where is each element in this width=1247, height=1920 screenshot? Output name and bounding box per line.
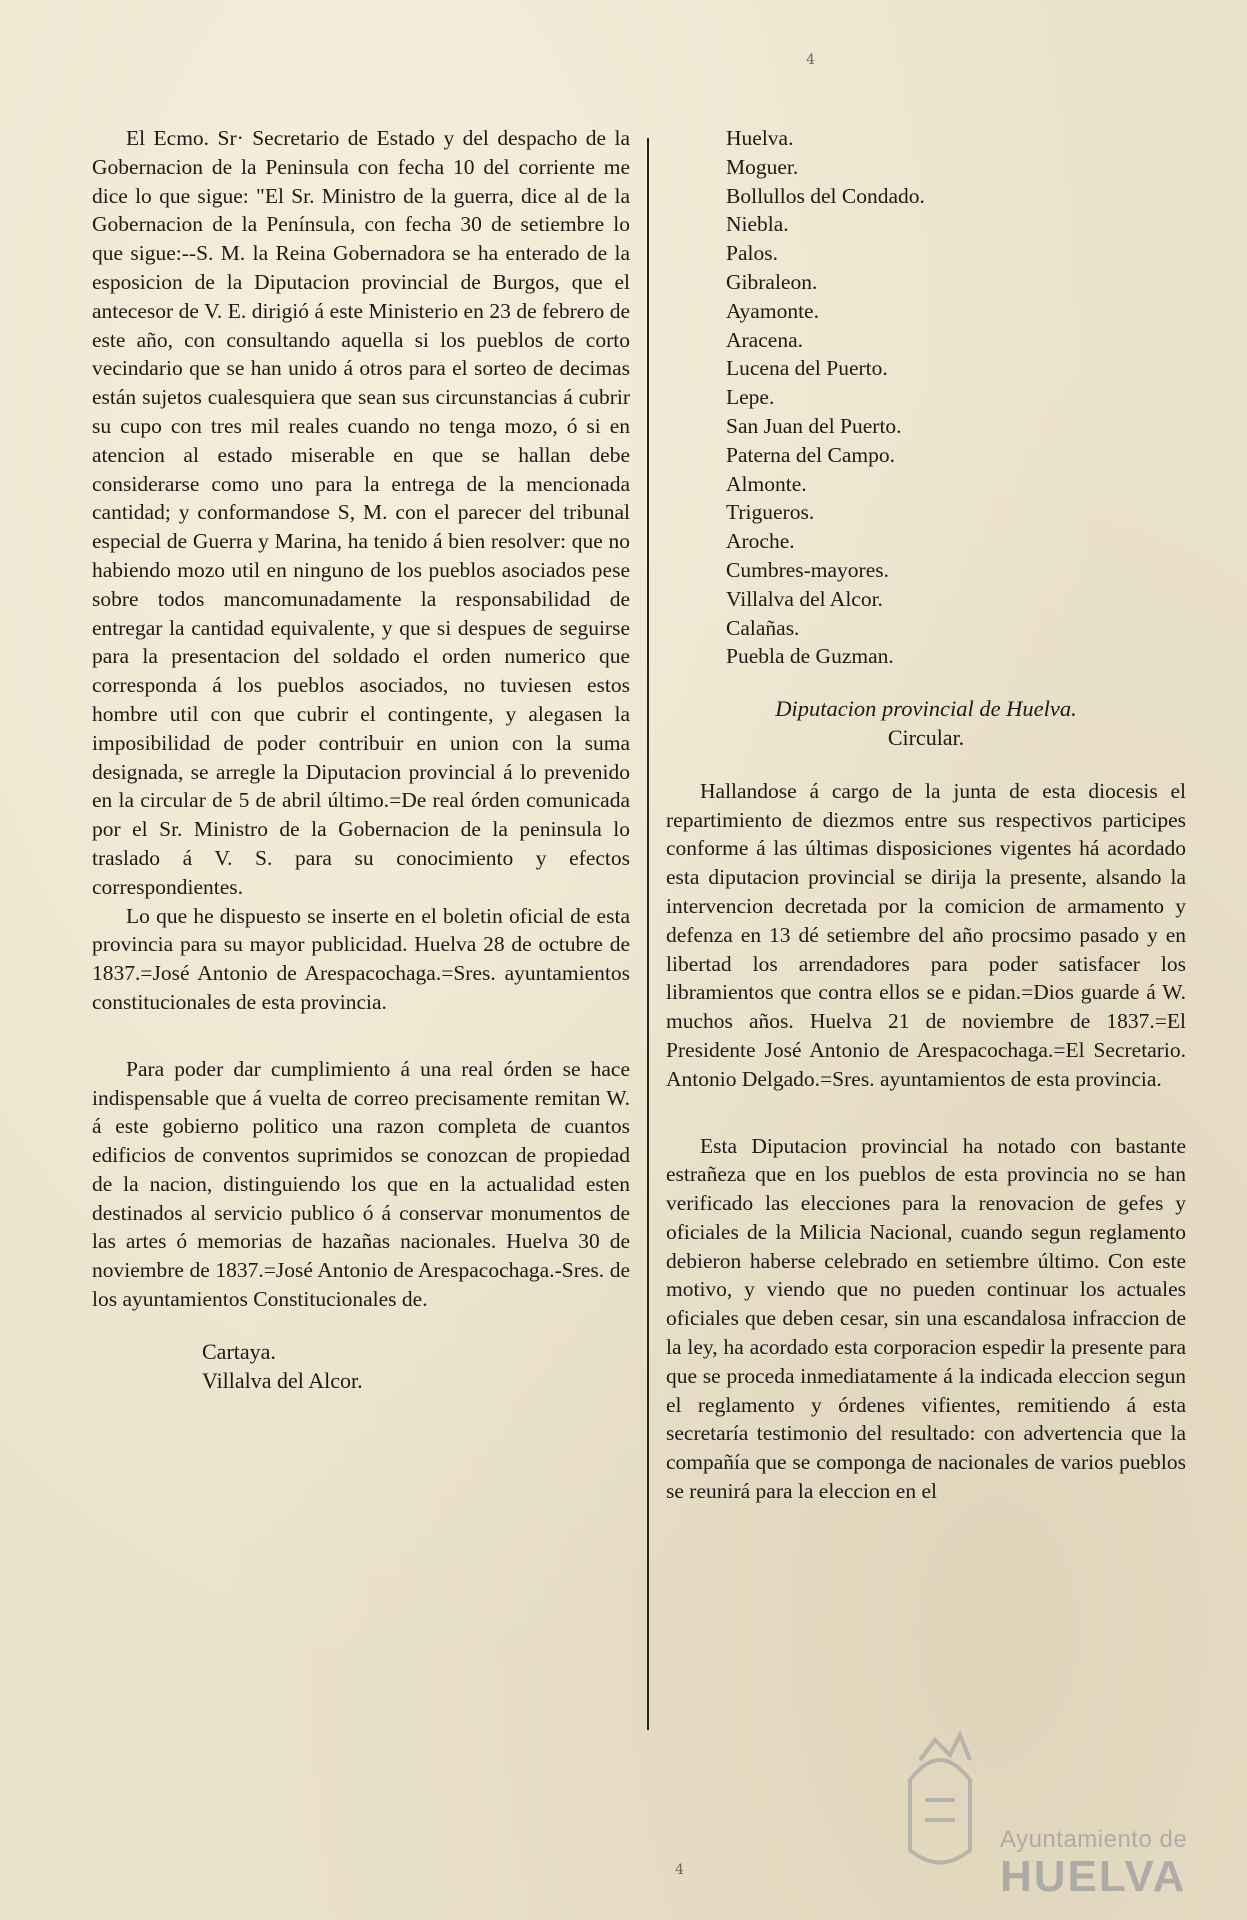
town-item: Bollullos del Condado.: [726, 183, 925, 208]
column-divider: [647, 138, 649, 1730]
watermark-line-1: Ayuntamiento de: [1000, 1826, 1188, 1853]
right-town-list: [666, 124, 1186, 671]
town-item: Calañas.: [726, 615, 800, 640]
left-column: [92, 124, 630, 1395]
left-paragraph-royal-order: El Ecmo. Sr· Secretario de Estado y del despacho de la Gobernacion de la Peninsula con fecha 10 del corriente me dice lo que sigue: "El Sr. Ministro de la guerra, dice al de la Gobernacion de la Península, con fecha 30 de setiembre lo que sigue:--S. M. la Reina Gobernadora se ha enterado de la esposicion de la Diputacion provincial de Burgos, que el antecesor de V. E. dirigió á este Ministerio en 23 de febrero de este año, con consultando aquella si los pueblos de corto vecindario que se han unido á otros para el sorteo de decimas están sujetos cualesquiera que sean sus circunstancias á cubrir su cupo con tres mil reales cuando no tenga mozo, ó si en atencion al estado miserable en que se hallan debe considerarse como uno para la entrega de la mencionada cantidad; y conformandose S, M. con el parecer del tribunal especial de Guerra y Marina, ha tenido á bien resolver: que no habiendo mozo util en ninguno de los pueblos asociados pese sobre todos mancomunadamente la responsabilidad de entregar la cantidad equivalente, y que si despues de seguirse para la presentacion del soldado el orden numerico que corresponda á los pueblos asociados, no tuviesen estos hombre util con que cubrir el contingente, y alegasen la imposibilidad de poder contribuir en union con la suma designada, se arregle la Diputacion provincial á lo prevenido en la circular de 5 de abril último.=De real órden comunicada por el Sr. Ministro de la Gobernacion de la peninsula lo traslado á V. S. para su conocimiento y efectos correspondientes.: [92, 126, 630, 899]
town-item: Cumbres-mayores.: [726, 557, 890, 582]
spacer: [666, 671, 1186, 695]
town-item: Lucena del Puerto.: [726, 356, 888, 381]
town-item: Paterna del Campo.: [726, 442, 895, 467]
right-paragraph-diezmos: Hallandose á cargo de la junta de esta diocesis el repartimiento de diezmos entre sus respectivos participes conforme á las últimas disposiciones vigentes há acordado esta diputacion provincial se dirija la presente, alsando la intervencion decretada por la comicion de armamento y defenza en 13 dé setiembre del año procsimo pasado y en libertad los arrendadores para poder satisfacer los libramientos que contra ellos se e pidan.=Dios guarde á W. muchos años. Huelva 21 de noviembre de 1837.=El Presidente José Antonio de Arespacochaga.=El Secretario. Antonio Delgado.=Sres. ayuntamientos de esta provincia.: [666, 778, 1186, 1091]
right-column: [666, 124, 1186, 1506]
town-item: Aracena.: [726, 327, 803, 352]
town-item: Gibraleon.: [726, 269, 818, 294]
left-paragraph-convents: Para poder dar cumplimiento á una real órden se hace indispensable que á vuelta de correo precisamente remitan W. á este gobierno politico una razon completa de cuantos edificios de conventos suprimidos se conozcan de propiedad de la nacion, distinguiendo los que en la actualidad esten destinados al servicio publico ó á conservar monumentos de las artes ó memorias de hazañas nacionales. Huelva 30 de noviembre de 1837.=José Antonio de Arespacochaga.-Sres. de los ayuntamientos Constitucionales de.: [92, 1056, 630, 1312]
town-item: San Juan del Puerto.: [726, 413, 902, 438]
spacer: [666, 1094, 1186, 1132]
town-item: Puebla de Guzman.: [726, 644, 894, 669]
town-item: Villalva del Alcor.: [726, 586, 883, 611]
town-item: Lepe.: [726, 385, 775, 410]
right-paragraph-milicia: Esta Diputacion provincial ha notado con bastante estrañeza que en los pueblos de esta provincia no se han verificado las elecciones para la renovacion de gefes y oficiales de la Milicia Nacional, cuando segun reglamento debieron haberse celebrado en setiembre último. Con este motivo, y viendo que no pueden continuar los actuales oficiales que deben cesar, sin una escandalosa infraccion de la ley, ha acordado esta corporacion espedir la presente para que se proceda inmediatamente á la indicada eleccion segun el reglamento y órdenes vifientes, remitiendo á esta secretaría testimonio del resultado: con advertencia que la compañía que se componga de nacionales de varios pueblos se reunirá para la eleccion en el: [666, 1133, 1186, 1504]
town-item: Huelva.: [726, 126, 794, 150]
town-item: Aroche.: [726, 529, 795, 554]
spacer: [666, 753, 1186, 777]
town-item: Moguer.: [726, 154, 799, 179]
watermark-line-2: HUELVA: [1000, 1852, 1187, 1901]
spacer: [92, 1017, 630, 1055]
bottom-page-mark: 4: [675, 1862, 684, 1878]
town-item: Cartaya.: [202, 1338, 276, 1364]
section-subheading: Circular.: [887, 724, 965, 750]
town-item: Niebla.: [726, 212, 789, 237]
town-item: Trigueros.: [726, 500, 815, 525]
page-number-mark: 4: [806, 52, 815, 68]
town-item: Villalva del Alcor.: [202, 1367, 363, 1393]
town-item: Almonte.: [726, 471, 807, 496]
spacer: [92, 1314, 630, 1338]
town-item: Palos.: [726, 241, 778, 266]
left-town-list: [92, 1338, 630, 1396]
section-heading: Diputacion provincial de Huelva.: [775, 696, 1077, 722]
left-paragraph-publication: Lo que he dispuesto se inserte en el boletin oficial de esta provincia para su mayor publicidad. Huelva 28 de octubre de 1837.=José Antonio de Arespacochaga.=Sres. ayuntamientos constitucionales de esta provincia.: [92, 903, 630, 1014]
town-item: Ayamonte.: [726, 298, 819, 323]
